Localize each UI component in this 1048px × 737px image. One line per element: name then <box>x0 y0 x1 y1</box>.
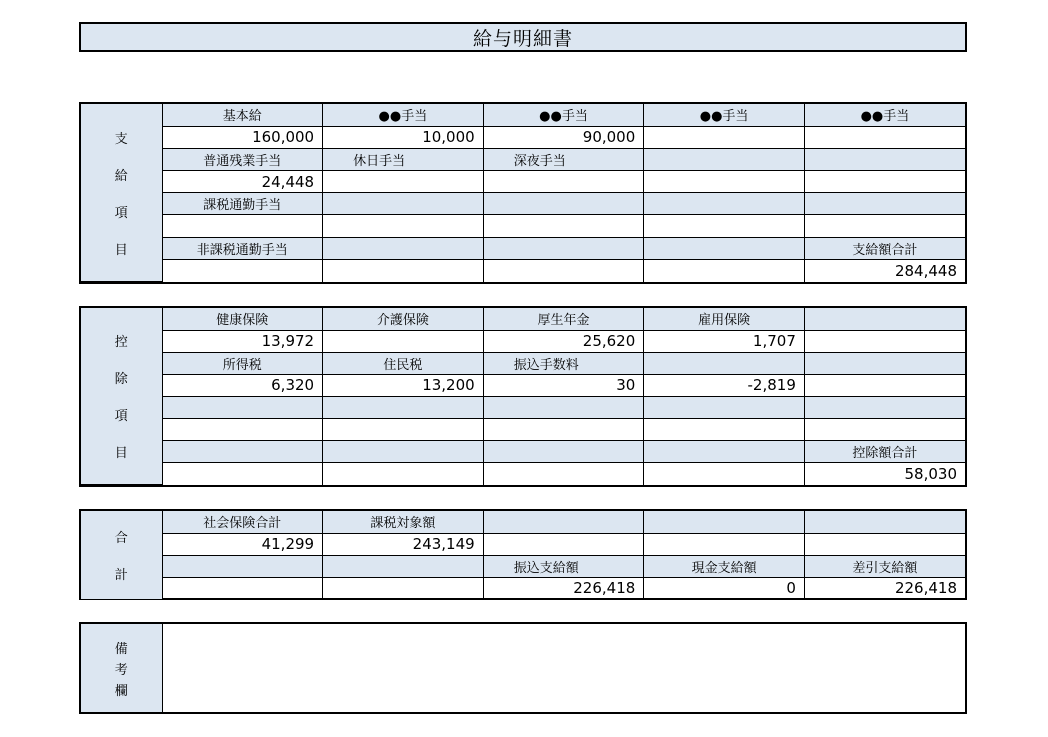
payment-label-allowance-2: ●●手当 <box>483 104 644 126</box>
deduction-value-empty <box>162 418 323 440</box>
deduction-label-pension: 厚生年金 <box>483 308 644 330</box>
deduction-label-empty <box>323 396 484 418</box>
payment-label-night: 深夜手当 <box>483 148 644 170</box>
totals-label-cash-payment: 現金支給額 <box>644 555 805 577</box>
deduction-label-empty <box>804 308 965 330</box>
deduction-value-employment-insurance: 1,707 <box>644 330 805 352</box>
payment-value-holiday <box>323 171 484 193</box>
payment-value-overtime: 24,448 <box>162 171 323 193</box>
deduction-label-total: 控除額合計 <box>804 440 965 462</box>
payment-label-empty <box>644 193 805 215</box>
deduction-value-transfer-fee: 30 <box>483 374 644 396</box>
deduction-label-empty <box>644 396 805 418</box>
payment-section <box>79 102 967 284</box>
deduction-label-empty <box>323 440 484 462</box>
deduction-label-empty <box>162 396 323 418</box>
deduction-label-empty <box>644 440 805 462</box>
payment-value-night <box>483 171 644 193</box>
payment-label-basic-salary: 基本給 <box>162 104 323 126</box>
totals-value-empty <box>804 533 965 555</box>
deduction-label-empty <box>162 440 323 462</box>
deduction-value-empty <box>804 330 965 352</box>
remarks-field[interactable] <box>162 624 965 712</box>
remarks-section <box>79 622 967 714</box>
payment-value-empty <box>644 215 805 237</box>
payment-value-allowance-3 <box>644 126 805 148</box>
totals-label-empty <box>483 511 644 533</box>
totals-value-empty <box>162 577 323 599</box>
payment-label-overtime: 普通残業手当 <box>162 148 323 170</box>
totals-label-taxable-amount: 課税対象額 <box>323 511 484 533</box>
totals-value-transfer-payment: 226,418 <box>483 577 644 599</box>
payment-value-basic-salary: 160,000 <box>162 126 323 148</box>
deduction-value-resident-tax: 13,200 <box>323 374 484 396</box>
payment-value-empty <box>323 215 484 237</box>
payment-label-allowance-1: ●●手当 <box>323 104 484 126</box>
totals-side-label: 合 計 <box>81 511 162 599</box>
totals-value-empty <box>323 577 484 599</box>
payment-value-empty <box>804 215 965 237</box>
deduction-value-empty <box>644 418 805 440</box>
deduction-value-income-tax: 6,320 <box>162 374 323 396</box>
deduction-value-empty <box>483 462 644 484</box>
totals-value-cash-payment: 0 <box>644 577 805 599</box>
deduction-value-adjustment: -2,819 <box>644 374 805 396</box>
totals-label-empty <box>644 511 805 533</box>
remarks-side-label: 備 考 欄 <box>81 624 162 712</box>
deduction-label-empty <box>483 396 644 418</box>
totals-value-empty <box>644 533 805 555</box>
document-title: 給与明細書 <box>79 22 967 52</box>
payment-label-holiday: 休日手当 <box>323 148 484 170</box>
deduction-value-empty <box>483 418 644 440</box>
totals-section <box>79 509 967 600</box>
payment-value-nontaxable-commute <box>162 259 323 281</box>
payment-value-empty <box>483 259 644 281</box>
deduction-value-empty <box>162 462 323 484</box>
payment-value-empty <box>644 259 805 281</box>
payment-label-allowance-3: ●●手当 <box>644 104 805 126</box>
payment-value-empty <box>644 171 805 193</box>
deduction-label-empty <box>483 440 644 462</box>
payment-label-empty <box>483 237 644 259</box>
payment-label-allowance-4: ●●手当 <box>804 104 965 126</box>
totals-value-social-insurance: 41,299 <box>162 533 323 555</box>
deduction-value-total: 58,030 <box>804 462 965 484</box>
deduction-label-transfer-fee: 振込手数料 <box>483 352 644 374</box>
payment-label-empty <box>323 237 484 259</box>
deduction-value-empty <box>804 418 965 440</box>
payment-side-label: 支 給 項 目 <box>81 104 162 282</box>
payment-label-empty <box>644 237 805 259</box>
deduction-value-nursing-insurance <box>323 330 484 352</box>
deduction-value-empty <box>644 462 805 484</box>
payment-label-total: 支給額合計 <box>804 237 965 259</box>
deduction-label-nursing-insurance: 介護保険 <box>323 308 484 330</box>
payment-value-allowance-4 <box>804 126 965 148</box>
deduction-value-health-insurance: 13,972 <box>162 330 323 352</box>
totals-value-net-payment: 226,418 <box>804 577 965 599</box>
totals-value-empty <box>483 533 644 555</box>
payment-label-empty <box>804 193 965 215</box>
payment-label-empty <box>804 148 965 170</box>
payment-value-empty <box>323 259 484 281</box>
deduction-label-empty <box>644 352 805 374</box>
deduction-label-employment-insurance: 雇用保険 <box>644 308 805 330</box>
payment-value-empty <box>804 171 965 193</box>
totals-value-taxable-amount: 243,149 <box>323 533 484 555</box>
payment-value-empty <box>483 215 644 237</box>
totals-label-empty <box>162 555 323 577</box>
deduction-label-empty <box>804 352 965 374</box>
deduction-value-pension: 25,620 <box>483 330 644 352</box>
payment-value-allowance-1: 10,000 <box>323 126 484 148</box>
totals-label-empty <box>804 511 965 533</box>
payment-label-empty <box>644 148 805 170</box>
payment-value-taxable-commute <box>162 215 323 237</box>
payment-label-empty <box>483 193 644 215</box>
totals-label-net-payment: 差引支給額 <box>804 555 965 577</box>
deduction-label-income-tax: 所得税 <box>162 352 323 374</box>
deduction-side-label: 控 除 項 目 <box>81 308 162 485</box>
deduction-value-empty <box>804 374 965 396</box>
payment-label-empty <box>323 193 484 215</box>
payment-value-allowance-2: 90,000 <box>483 126 644 148</box>
payment-value-total: 284,448 <box>804 259 965 281</box>
totals-label-empty <box>323 555 484 577</box>
payment-label-nontaxable-commute: 非課税通勤手当 <box>162 237 323 259</box>
totals-label-social-insurance: 社会保険合計 <box>162 511 323 533</box>
deduction-label-health-insurance: 健康保険 <box>162 308 323 330</box>
deduction-label-empty <box>804 396 965 418</box>
totals-label-transfer-payment: 振込支給額 <box>483 555 644 577</box>
deduction-label-resident-tax: 住民税 <box>323 352 484 374</box>
deduction-value-empty <box>323 418 484 440</box>
deduction-section <box>79 306 967 487</box>
deduction-value-empty <box>323 462 484 484</box>
payment-label-taxable-commute: 課税通勤手当 <box>162 193 323 215</box>
